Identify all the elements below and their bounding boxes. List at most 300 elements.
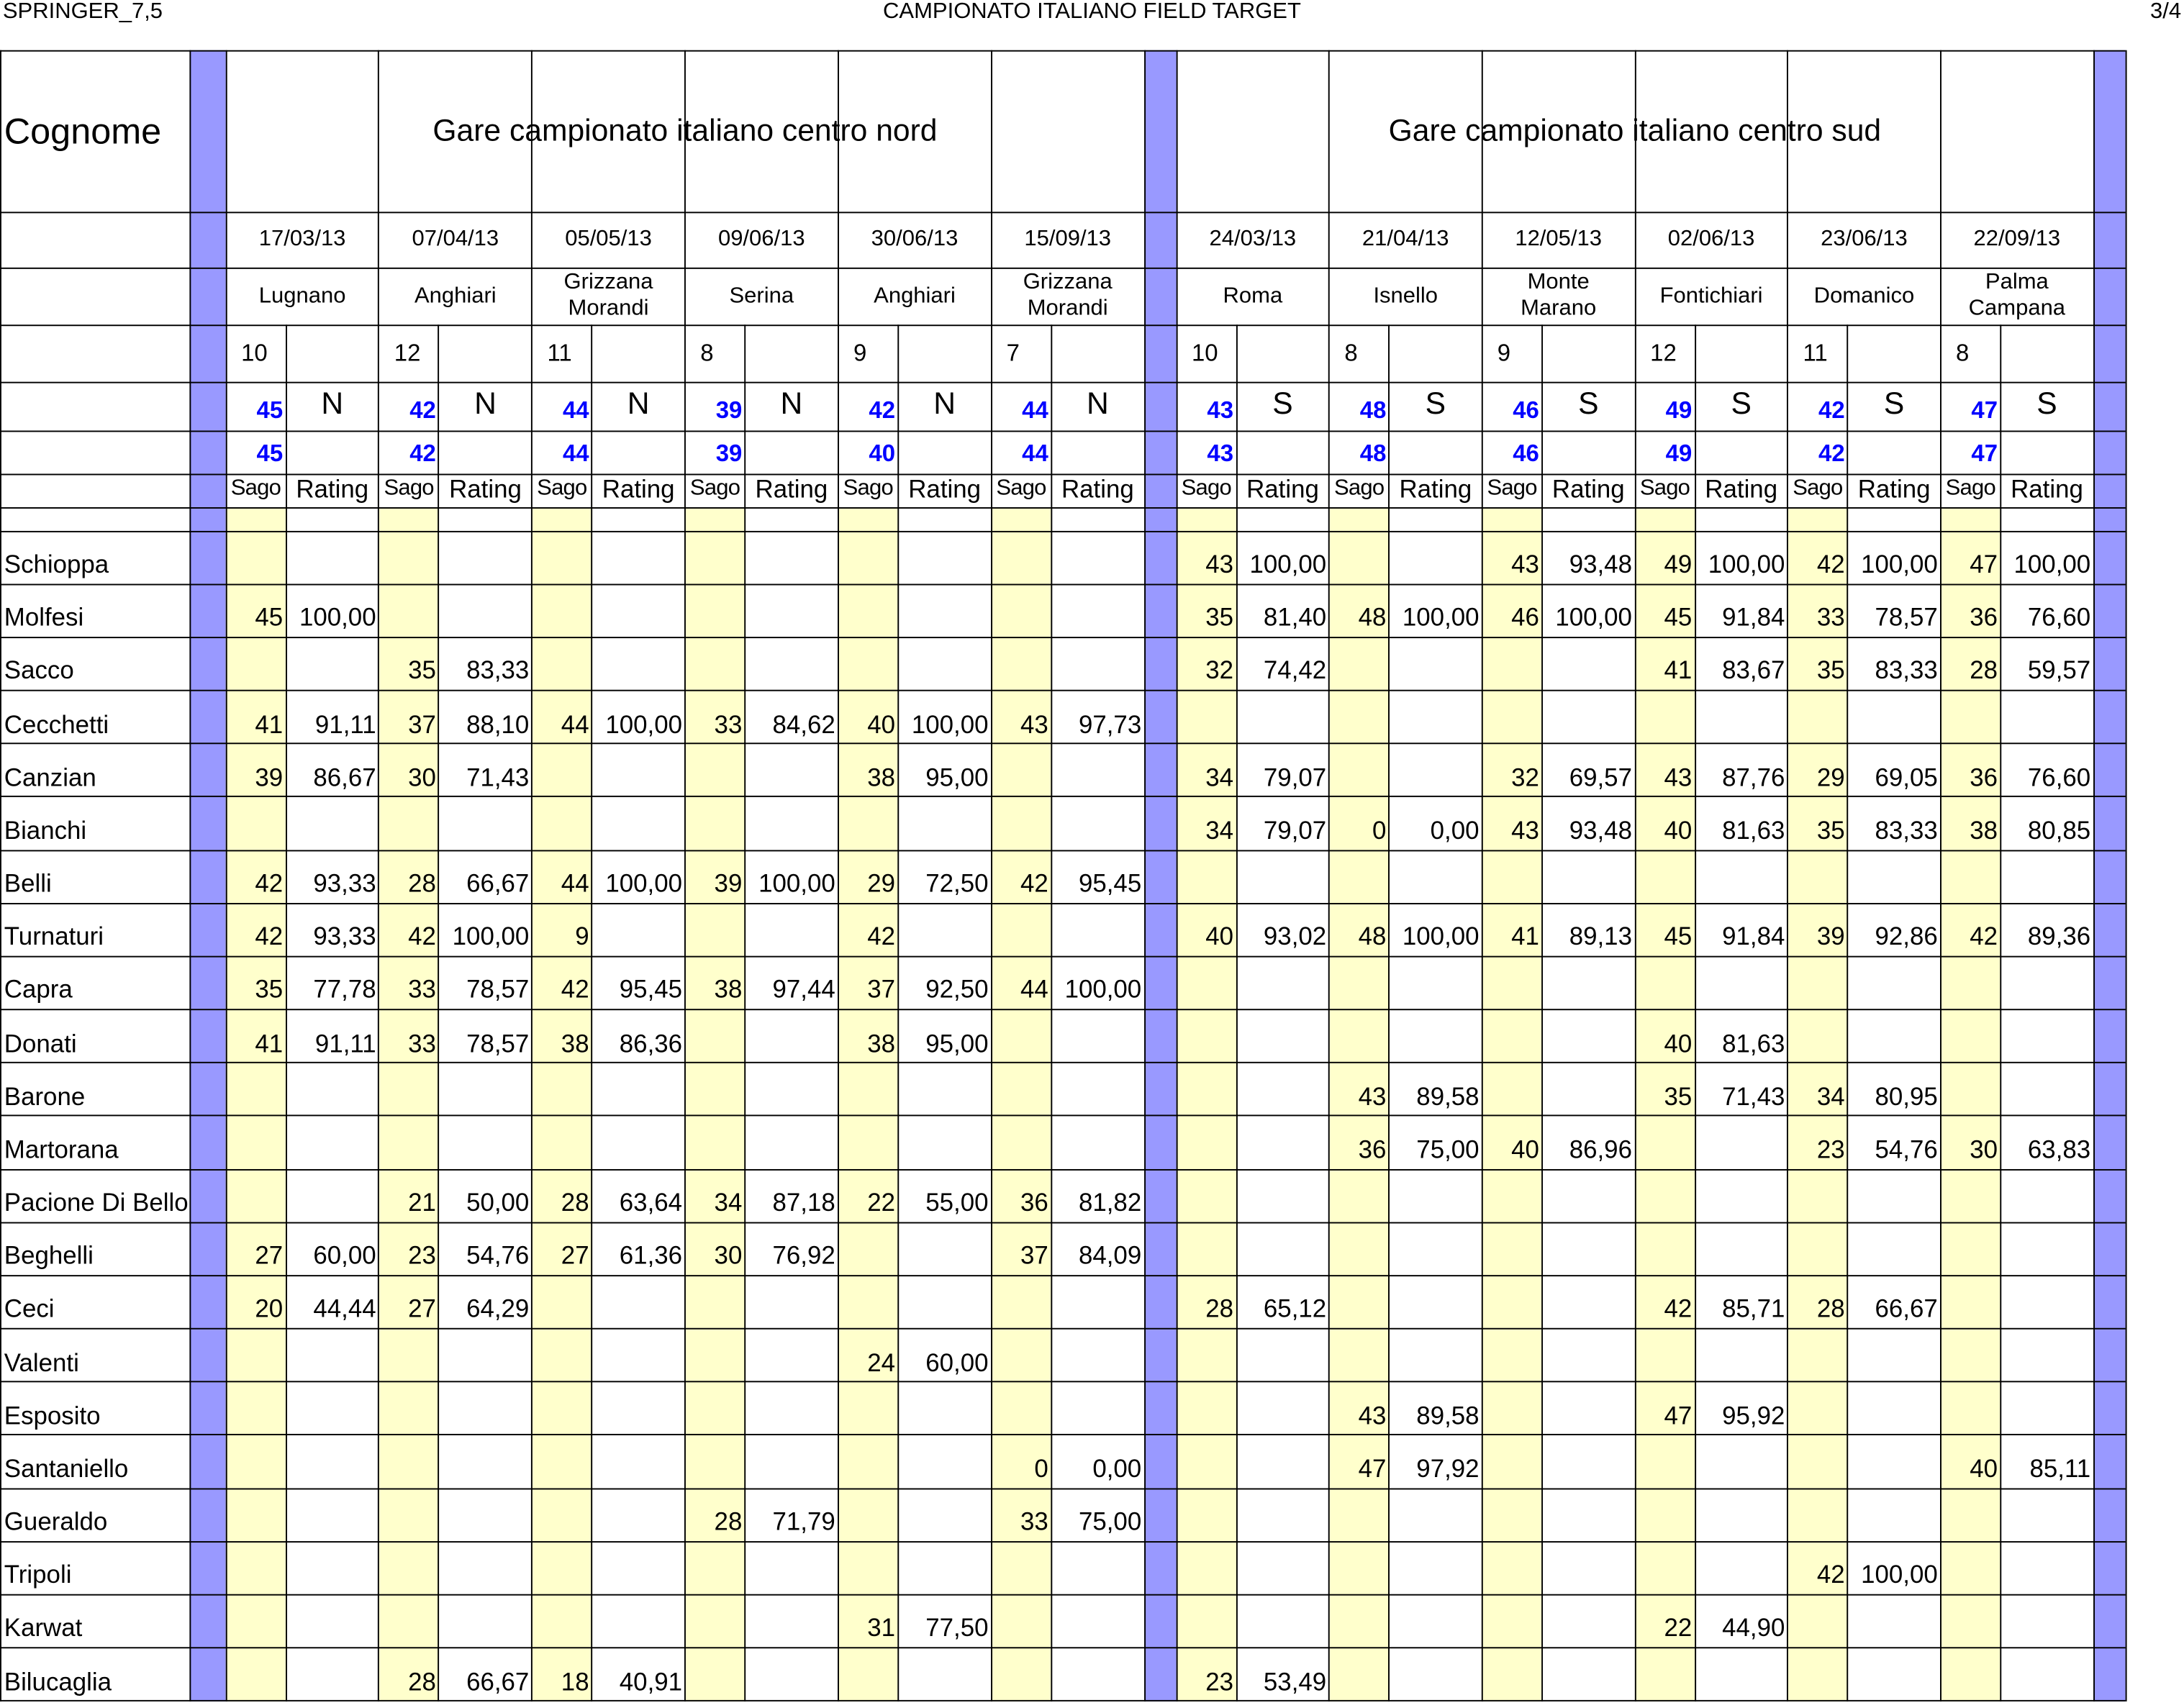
event-number: 9 <box>1497 340 1511 367</box>
rating-score: 66,67 <box>1875 1295 1938 1323</box>
sago-column-fill <box>838 507 898 1701</box>
competitor-name: Schioppa <box>4 550 109 578</box>
sago-score: 34 <box>1816 1082 1845 1111</box>
rating-score: 80,95 <box>1875 1082 1938 1111</box>
competitor-name: Donati <box>4 1029 77 1058</box>
sago-header: Sago <box>384 476 434 501</box>
event-number: 9 <box>853 340 867 367</box>
rating-score: 60,00 <box>925 1348 989 1376</box>
rating-score: 91,84 <box>1722 603 1785 632</box>
rating-score: 77,78 <box>313 976 376 1004</box>
sago-score: 23 <box>1205 1667 1234 1696</box>
sago-score: 40 <box>1205 922 1234 951</box>
sago-score: 21 <box>408 1189 436 1217</box>
competitor-name: Martorana <box>4 1135 119 1163</box>
sago-column-fill <box>1482 507 1541 1701</box>
max-score-secondary: 49 <box>1665 440 1693 467</box>
rating-score: 100,00 <box>1402 603 1480 632</box>
region-letter: N <box>933 386 956 421</box>
rating-score: 100,00 <box>1861 550 1938 578</box>
sago-score: 42 <box>1664 1295 1693 1323</box>
sago-score: 38 <box>561 1029 589 1058</box>
sago-header: Sago <box>537 476 587 501</box>
sago-score: 27 <box>255 1242 284 1270</box>
max-score-secondary: 47 <box>1971 440 1998 467</box>
max-score: 45 <box>256 396 284 424</box>
sago-score: 43 <box>1511 816 1539 845</box>
document-title: CAMPIONATO ITALIANO FIELD TARGET <box>883 0 1301 24</box>
max-score: 47 <box>1971 396 1998 424</box>
group-title: Gare campionato italiano centro sud <box>1388 112 1882 148</box>
sago-score: 29 <box>1816 763 1845 791</box>
rating-score: 81,82 <box>1078 1189 1142 1217</box>
rating-score: 59,57 <box>2027 656 2091 685</box>
rating-score: 0,00 <box>1092 1454 1142 1483</box>
rating-score: 100,00 <box>1402 922 1480 951</box>
rating-score: 93,48 <box>1569 550 1632 578</box>
sago-score: 43 <box>1358 1082 1387 1111</box>
competitor-name: Belli <box>4 869 52 898</box>
grid-line <box>0 1435 2126 1436</box>
sago-score: 24 <box>867 1348 896 1376</box>
sago-score: 0 <box>1372 816 1387 845</box>
event-location: Palma <box>1985 270 2049 294</box>
event-location: Isnello <box>1373 284 1438 309</box>
rating-header: Rating <box>1705 475 1778 504</box>
competitor-name: Capra <box>4 976 73 1004</box>
grid-line <box>0 530 2126 532</box>
sago-score: 37 <box>408 709 436 738</box>
rating-score: 83,33 <box>1875 656 1938 685</box>
sago-score: 33 <box>1816 603 1845 632</box>
sago-header: Sago <box>1181 476 1231 501</box>
sago-score: 42 <box>1020 869 1048 898</box>
rating-score: 65,12 <box>1263 1295 1327 1323</box>
sago-header: Sago <box>1487 476 1537 501</box>
competitor-name: Valenti <box>4 1348 79 1376</box>
sago-score: 37 <box>1020 1242 1048 1270</box>
event-number: 7 <box>1006 340 1020 367</box>
sago-score: 34 <box>1205 816 1234 845</box>
sago-score: 41 <box>1511 922 1539 951</box>
rating-score: 100,00 <box>758 869 835 898</box>
sago-score: 33 <box>408 976 436 1004</box>
event-date: 23/06/13 <box>1821 227 1908 251</box>
max-score: 42 <box>409 396 436 424</box>
rating-score: 76,92 <box>772 1242 835 1270</box>
rating-score: 63,83 <box>2027 1135 2091 1163</box>
rating-score: 89,58 <box>1416 1401 1480 1430</box>
event-location: Lugnano <box>258 284 346 309</box>
sago-score: 28 <box>408 1667 436 1696</box>
grid-line <box>2125 50 2126 1702</box>
sago-score: 48 <box>1358 603 1387 632</box>
rating-score: 76,60 <box>2027 603 2091 632</box>
rating-score: 50,00 <box>466 1189 530 1217</box>
sago-score: 36 <box>1020 1189 1048 1217</box>
event-date: 15/09/13 <box>1024 227 1112 251</box>
rating-score: 54,76 <box>1875 1135 1938 1163</box>
rating-score: 44,90 <box>1722 1614 1785 1643</box>
rating-score: 100,00 <box>299 603 376 632</box>
event-number: 12 <box>394 340 421 367</box>
rating-score: 84,62 <box>772 709 835 738</box>
group-title: Gare campionato italiano centro nord <box>432 112 938 148</box>
sago-column-fill <box>226 507 286 1701</box>
rating-score: 78,57 <box>1875 603 1938 632</box>
rating-score: 78,57 <box>466 976 530 1004</box>
sago-score: 35 <box>1816 656 1845 685</box>
sago-score: 47 <box>1664 1401 1693 1430</box>
sago-header: Sago <box>996 476 1046 501</box>
rating-score: 54,76 <box>466 1242 530 1270</box>
rating-score: 84,09 <box>1078 1242 1142 1270</box>
rating-score: 95,45 <box>1078 869 1142 898</box>
rating-score: 95,92 <box>1722 1401 1785 1430</box>
rating-score: 81,63 <box>1722 816 1785 845</box>
rating-score: 76,60 <box>2027 763 2091 791</box>
rating-score: 75,00 <box>1416 1135 1480 1163</box>
rating-score: 93,33 <box>313 869 376 898</box>
event-location: Grizzana <box>563 270 653 294</box>
event-location: Morandi <box>1027 296 1108 321</box>
sago-score: 0 <box>1034 1454 1048 1483</box>
separator-bar <box>2093 50 2126 1702</box>
event-date: 17/03/13 <box>258 227 346 251</box>
event-location: Marano <box>1521 296 1597 321</box>
sago-score: 38 <box>867 763 896 791</box>
sago-header: Sago <box>1945 476 1995 501</box>
sago-score: 30 <box>714 1242 743 1270</box>
max-score: 49 <box>1665 396 1693 424</box>
sago-score: 35 <box>1205 603 1234 632</box>
grid-line <box>1847 324 1849 1701</box>
rating-score: 55,00 <box>925 1189 989 1217</box>
sago-score: 40 <box>1511 1135 1539 1163</box>
max-score-secondary: 44 <box>562 440 589 467</box>
event-location: Roma <box>1223 284 1283 309</box>
rating-score: 91,84 <box>1722 922 1785 951</box>
event-number: 8 <box>1955 340 1970 367</box>
sago-score: 38 <box>867 1029 896 1058</box>
rating-score: 97,44 <box>772 976 835 1004</box>
rating-score: 78,57 <box>466 1029 530 1058</box>
sheet-name: SPRINGER_7,5 <box>2 0 163 24</box>
max-score-secondary: 48 <box>1359 440 1387 467</box>
sago-score: 30 <box>1970 1135 1998 1163</box>
event-location: Fontichiari <box>1659 284 1763 309</box>
sago-score: 44 <box>561 709 589 738</box>
sago-score: 20 <box>255 1295 284 1323</box>
rating-score: 66,67 <box>466 1667 530 1696</box>
event-date: 09/06/13 <box>717 227 805 251</box>
sago-score: 37 <box>867 976 896 1004</box>
competitor-name: Cecchetti <box>4 709 109 738</box>
rating-score: 64,29 <box>466 1295 530 1323</box>
event-date: 21/04/13 <box>1361 227 1449 251</box>
rating-score: 71,79 <box>772 1507 835 1536</box>
region-letter: S <box>2036 386 2057 421</box>
rating-score: 95,00 <box>925 763 989 791</box>
rating-score: 100,00 <box>1249 550 1327 578</box>
sago-header: Sago <box>689 476 740 501</box>
rating-score: 71,43 <box>466 763 530 791</box>
sago-score: 41 <box>1664 656 1693 685</box>
event-date: 02/06/13 <box>1667 227 1755 251</box>
sago-score: 34 <box>714 1189 743 1217</box>
sago-score: 35 <box>408 656 436 685</box>
rating-score: 100,00 <box>2013 550 2091 578</box>
grid-line <box>1694 324 1695 1701</box>
sago-column-fill <box>532 507 592 1701</box>
rating-score: 92,50 <box>925 976 989 1004</box>
rating-score: 44,44 <box>313 1295 376 1323</box>
rating-score: 81,63 <box>1722 1029 1785 1058</box>
sago-score: 27 <box>561 1242 589 1270</box>
event-number: 11 <box>1803 340 1828 367</box>
sago-score: 49 <box>1664 550 1693 578</box>
rating-score: 83,67 <box>1722 656 1785 685</box>
sago-score: 33 <box>1020 1507 1048 1536</box>
max-score-secondary: 44 <box>1022 440 1048 467</box>
competitor-name: Esposito <box>4 1401 101 1430</box>
sago-score: 39 <box>714 869 743 898</box>
sago-header: Sago <box>1334 476 1385 501</box>
sago-score: 36 <box>1970 763 1998 791</box>
sago-score: 30 <box>408 763 436 791</box>
sago-score: 44 <box>561 869 589 898</box>
max-score: 42 <box>1818 396 1845 424</box>
rating-score: 74,42 <box>1263 656 1327 685</box>
rating-score: 93,33 <box>313 922 376 951</box>
rating-score: 85,71 <box>1722 1295 1785 1323</box>
competitor-name: Tripoli <box>4 1561 72 1589</box>
rating-score: 69,05 <box>1875 763 1938 791</box>
sago-score: 43 <box>1511 550 1539 578</box>
rating-score: 61,36 <box>619 1242 683 1270</box>
sago-score: 38 <box>1970 816 1998 845</box>
sago-score: 18 <box>561 1667 589 1696</box>
sago-score: 42 <box>1816 550 1845 578</box>
rating-score: 79,07 <box>1263 763 1327 791</box>
rating-score: 86,96 <box>1569 1135 1632 1163</box>
rating-score: 53,49 <box>1263 1667 1327 1696</box>
rating-score: 91,11 <box>314 1029 376 1058</box>
grid-line <box>1236 324 1237 1701</box>
sago-score: 38 <box>714 976 743 1004</box>
event-location: Anghiari <box>874 284 956 309</box>
rating-score: 95,00 <box>925 1029 989 1058</box>
competitor-name: Barone <box>4 1082 86 1111</box>
region-letter: S <box>1425 386 1446 421</box>
rating-score: 81,40 <box>1263 603 1327 632</box>
sago-score: 40 <box>1970 1454 1998 1483</box>
sago-score: 22 <box>1664 1614 1693 1643</box>
event-date: 05/05/13 <box>565 227 652 251</box>
rating-score: 89,58 <box>1416 1082 1480 1111</box>
grid-line <box>1541 324 1543 1701</box>
rating-score: 66,67 <box>466 869 530 898</box>
sago-score: 23 <box>1816 1135 1845 1163</box>
rating-score: 93,48 <box>1569 816 1632 845</box>
rating-score: 100,00 <box>1064 976 1142 1004</box>
rating-header: Rating <box>1857 475 1931 504</box>
sago-score: 36 <box>1970 603 1998 632</box>
max-score-secondary: 45 <box>256 440 284 467</box>
rating-score: 86,67 <box>313 763 376 791</box>
sago-score: 28 <box>408 869 436 898</box>
grid-line <box>0 507 2126 508</box>
rating-score: 100,00 <box>911 709 989 738</box>
sago-score: 45 <box>1664 922 1693 951</box>
sago-score: 28 <box>561 1189 589 1217</box>
competitor-name: Gueraldo <box>4 1507 108 1536</box>
sago-score: 36 <box>1358 1135 1387 1163</box>
region-letter: N <box>627 386 650 421</box>
sago-score: 42 <box>408 922 436 951</box>
max-score: 42 <box>869 396 896 424</box>
rating-score: 86,36 <box>619 1029 683 1058</box>
competitor-name: Pacione Di Bello <box>4 1189 189 1217</box>
rating-score: 40,91 <box>619 1667 683 1696</box>
rating-score: 87,76 <box>1722 763 1785 791</box>
sago-score: 35 <box>1664 1082 1693 1111</box>
rating-score: 0,00 <box>1430 816 1480 845</box>
sago-header: Sago <box>1793 476 1843 501</box>
sago-score: 22 <box>867 1189 896 1217</box>
sago-score: 43 <box>1664 763 1693 791</box>
region-letter: S <box>1578 386 1599 421</box>
event-number: 10 <box>241 340 268 367</box>
rating-score: 92,86 <box>1875 922 1938 951</box>
event-location: Grizzana <box>1023 270 1113 294</box>
competitor-name: Sacco <box>4 656 74 685</box>
event-location: Monte <box>1527 270 1590 294</box>
sago-score: 42 <box>1970 922 1998 951</box>
sago-score: 45 <box>255 603 284 632</box>
rating-score: 91,11 <box>314 709 376 738</box>
sago-score: 23 <box>408 1242 436 1270</box>
event-location: Serina <box>729 284 794 309</box>
rating-score: 60,00 <box>313 1242 376 1270</box>
sago-score: 34 <box>1205 763 1234 791</box>
event-number: 12 <box>1650 340 1677 367</box>
sago-score: 46 <box>1511 603 1539 632</box>
rating-score: 79,07 <box>1263 816 1327 845</box>
rating-score: 100,00 <box>1708 550 1785 578</box>
competitor-name: Turnaturi <box>4 922 104 951</box>
sago-score: 28 <box>714 1507 743 1536</box>
event-number: 8 <box>1344 340 1358 367</box>
event-date: 22/09/13 <box>1973 227 2061 251</box>
sago-score: 32 <box>1205 656 1234 685</box>
rating-score: 69,57 <box>1569 763 1632 791</box>
rating-header: Rating <box>1061 475 1134 504</box>
rating-score: 83,33 <box>1875 816 1938 845</box>
sago-score: 40 <box>1664 1029 1693 1058</box>
sago-score: 27 <box>408 1295 436 1323</box>
event-location: Anghiari <box>414 284 497 309</box>
competitor-name: Bilucaglia <box>4 1667 112 1696</box>
max-score: 44 <box>562 396 589 424</box>
rating-score: 100,00 <box>605 869 683 898</box>
event-location: Campana <box>1968 296 2066 321</box>
rating-header: Rating <box>296 475 369 504</box>
max-score-secondary: 46 <box>1513 440 1539 467</box>
sago-score: 40 <box>1664 816 1693 845</box>
rating-score: 100,00 <box>1555 603 1632 632</box>
grid-line <box>0 1647 2126 1648</box>
sago-score: 28 <box>1970 656 1998 685</box>
competitor-name: Molfesi <box>4 603 84 632</box>
sago-score: 42 <box>561 976 589 1004</box>
rating-score: 97,92 <box>1416 1454 1480 1483</box>
max-score: 48 <box>1359 396 1387 424</box>
surname-header: Cognome <box>4 110 162 153</box>
rating-score: 85,11 <box>2029 1454 2091 1483</box>
competitor-name: Canzian <box>4 763 96 791</box>
rating-score: 100,00 <box>1861 1561 1938 1589</box>
rating-score: 63,64 <box>619 1189 683 1217</box>
rating-score: 72,50 <box>925 869 989 898</box>
rating-header: Rating <box>908 475 982 504</box>
rating-score: 87,18 <box>772 1189 835 1217</box>
sago-score: 42 <box>255 869 284 898</box>
rating-header: Rating <box>449 475 522 504</box>
rating-score: 97,73 <box>1078 709 1142 738</box>
grid-line <box>0 50 1 1702</box>
rating-header: Rating <box>1399 475 1472 504</box>
event-date: 30/06/13 <box>871 227 959 251</box>
region-letter: N <box>1086 386 1109 421</box>
event-date: 07/04/13 <box>412 227 499 251</box>
sago-score: 45 <box>1664 603 1693 632</box>
max-score-secondary: 42 <box>409 440 436 467</box>
competitor-name: Santaniello <box>4 1454 129 1483</box>
page-number: 3/4 <box>2149 0 2182 24</box>
event-number: 11 <box>547 340 572 367</box>
sago-score: 43 <box>1020 709 1048 738</box>
event-date: 24/03/13 <box>1209 227 1297 251</box>
rating-score: 80,85 <box>2027 816 2091 845</box>
sago-score: 41 <box>255 1029 284 1058</box>
region-letter: N <box>474 386 497 421</box>
event-location: Morandi <box>568 296 649 321</box>
rating-score: 100,00 <box>452 922 530 951</box>
sago-score: 33 <box>408 1029 436 1058</box>
rating-score: 71,43 <box>1722 1082 1785 1111</box>
sago-score: 9 <box>575 922 589 951</box>
sago-score: 42 <box>867 922 896 951</box>
sago-score: 47 <box>1358 1454 1387 1483</box>
sago-header: Sago <box>843 476 893 501</box>
max-score-secondary: 39 <box>715 440 743 467</box>
rating-score: 93,02 <box>1263 922 1327 951</box>
region-letter: N <box>321 386 344 421</box>
max-score-secondary: 40 <box>869 440 896 467</box>
rating-score: 77,50 <box>925 1614 989 1643</box>
sago-header: Sago <box>230 476 281 501</box>
rating-header: Rating <box>1246 475 1319 504</box>
sago-score: 43 <box>1205 550 1234 578</box>
sago-score: 39 <box>1816 922 1845 951</box>
sago-score: 48 <box>1358 922 1387 951</box>
sago-score: 41 <box>255 709 284 738</box>
sago-score: 40 <box>867 709 896 738</box>
competitor-name: Bianchi <box>4 816 87 845</box>
sago-score: 39 <box>255 763 284 791</box>
sago-score: 42 <box>1816 1561 1845 1589</box>
